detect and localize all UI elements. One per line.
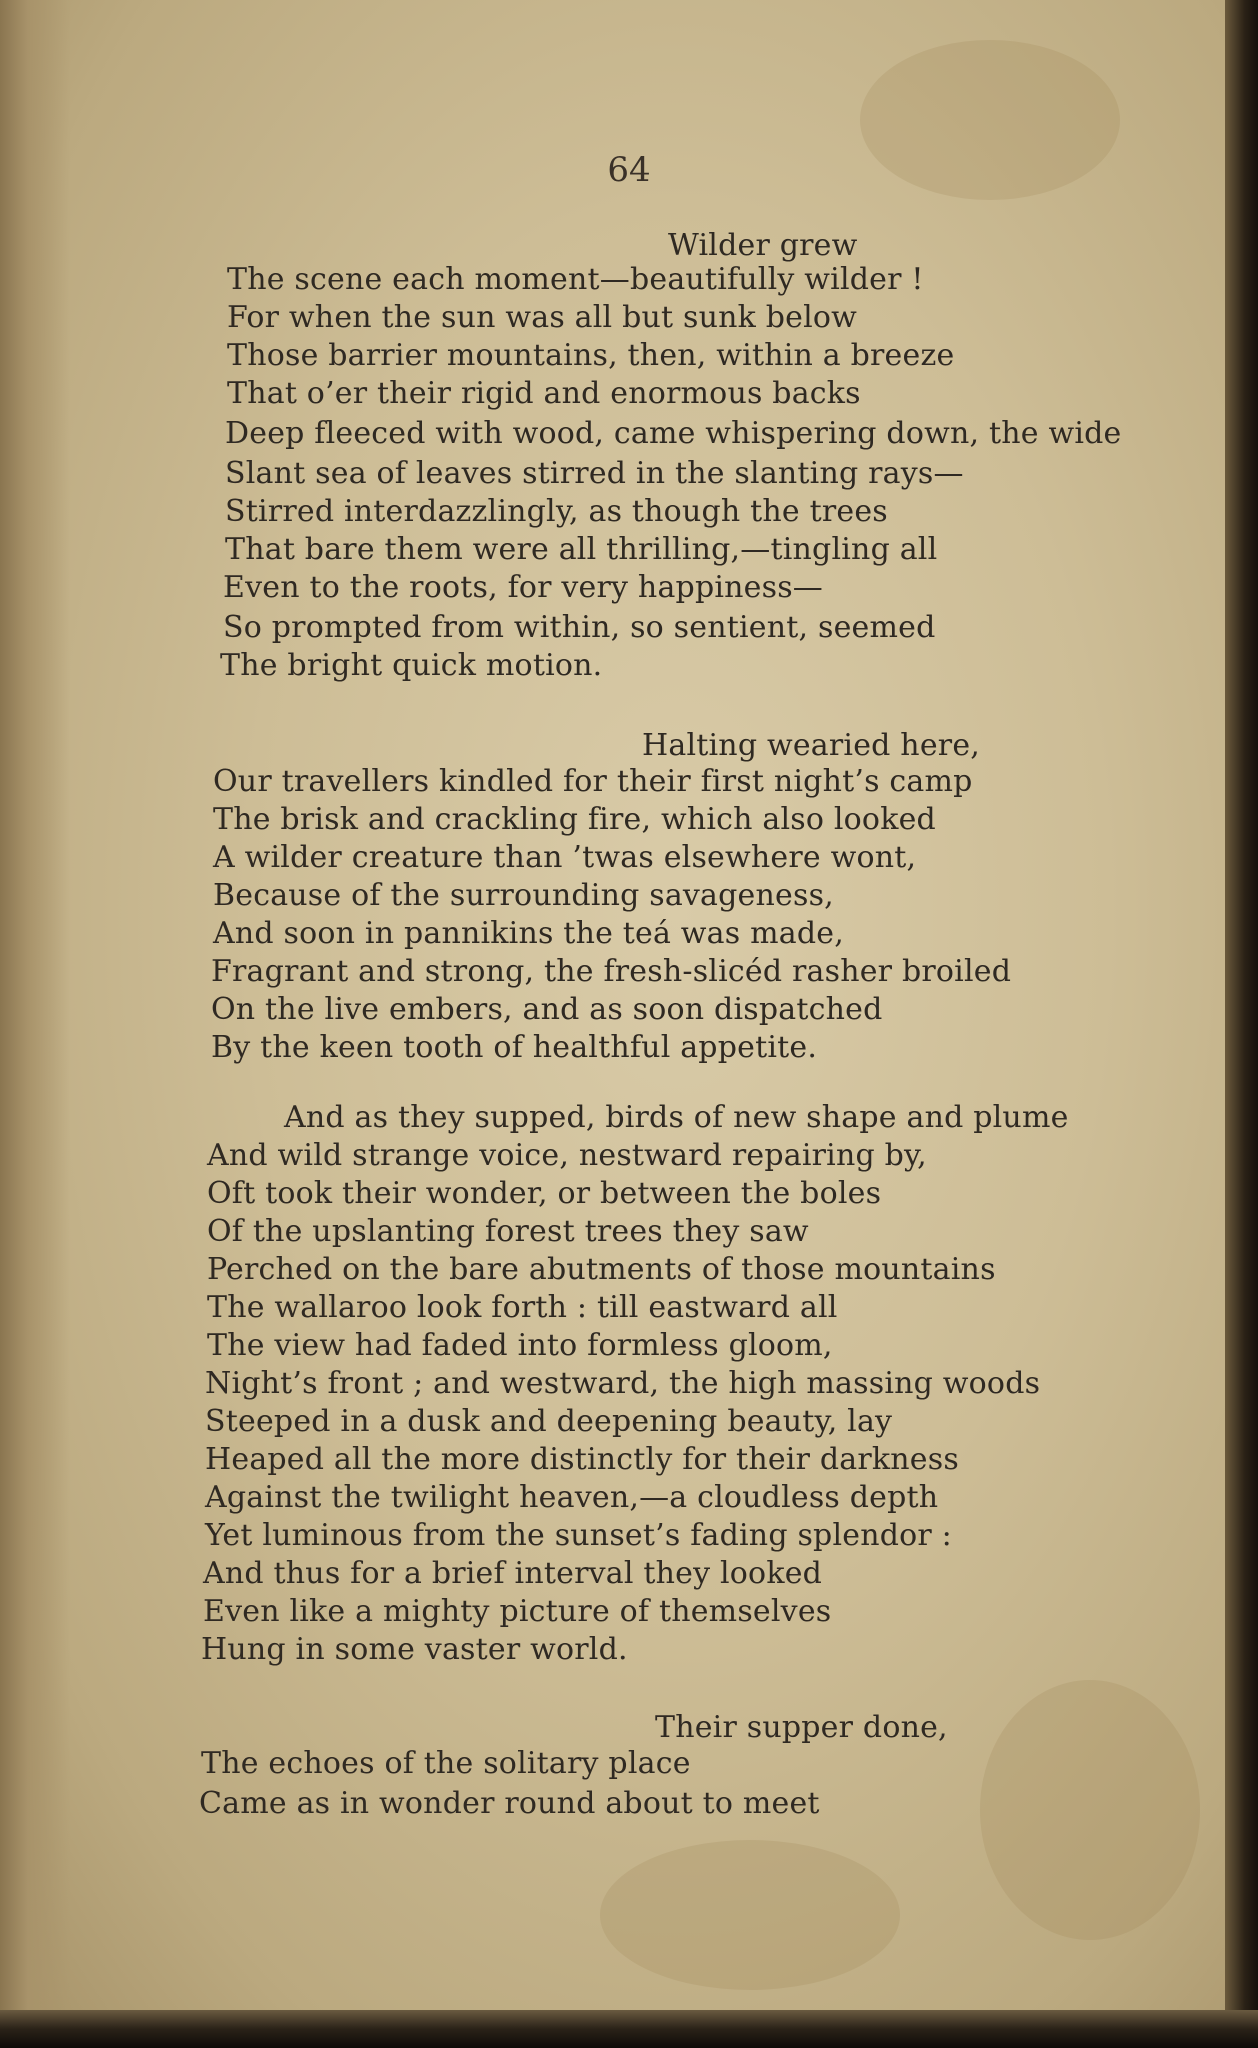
poem-line: Hung in some vaster world. — [201, 1632, 628, 1667]
poem-line: Of the upslanting forest trees they saw — [207, 1214, 809, 1249]
poem-line: So prompted from within, so sentient, seemed — [223, 610, 936, 645]
poem-line: Our travellers kindled for their first night’s camp — [213, 764, 973, 799]
poem-line: Yet luminous from the sunset’s fading splendor : — [205, 1518, 952, 1553]
poem-line: Even like a mighty picture of themselves — [203, 1594, 832, 1629]
poem-line: The bright quick motion. — [220, 648, 603, 683]
poem-line: Those barrier mountains, then, within a breeze — [227, 338, 955, 373]
poem-line: And as they supped, birds of new shape and plume — [284, 1100, 1069, 1135]
poem-line: And thus for a brief interval they looked — [203, 1556, 823, 1591]
poem-line: A wilder creature than ’twas elsewhere wont, — [213, 840, 917, 875]
poem-line: The echoes of the solitary place — [201, 1746, 691, 1781]
poem-line: That bare them were all thrilling,—tingling all — [225, 532, 938, 567]
poem-line: Perched on the bare abutments of those mountains — [207, 1252, 996, 1287]
poem-line: Came as in wonder round about to meet — [199, 1786, 820, 1821]
poem-line: The wallaroo look forth : till eastward all — [207, 1290, 838, 1325]
poem-line: Against the twilight heaven,—a cloudless depth — [205, 1480, 939, 1515]
poem-line: And soon in pannikins the teá was made, — [213, 916, 844, 951]
poem-line: By the keen tooth of healthful appetite. — [211, 1030, 818, 1065]
poem-line: Halting wearied here, — [642, 728, 981, 763]
poem-line: Stirred interdazzlingly, as though the trees — [225, 494, 888, 529]
poem-line: On the live embers, and as soon dispatched — [211, 992, 883, 1027]
poem-line: Night’s front ; and westward, the high massing woods — [205, 1366, 1041, 1401]
poem-line: Steeped in a dusk and deepening beauty, lay — [205, 1404, 893, 1439]
poem-line: The brisk and crackling fire, which also looked — [213, 802, 936, 837]
poem-line: Even to the roots, for very happiness— — [223, 570, 824, 605]
poem-line: For when the sun was all but sunk below — [227, 300, 858, 335]
poem-line: Because of the surrounding savageness, — [213, 878, 834, 913]
poem-line: The view had faded into formless gloom, — [207, 1328, 833, 1363]
poem-line: Oft took their wonder, or between the boles — [207, 1176, 882, 1211]
poem-line: Fragrant and strong, the fresh-slicéd rasher broiled — [211, 954, 1012, 989]
poem-line: Deep fleeced with wood, came whispering down, the wide — [225, 416, 1122, 451]
poem-line: And wild strange voice, nestward repairing by, — [207, 1138, 927, 1173]
poem-line: The scene each moment—beautifully wilder ! — [227, 262, 924, 297]
page-number: 64 — [607, 150, 651, 190]
poem-line: Their supper done, — [655, 1710, 948, 1745]
poem-line: Slant sea of leaves stirred in the slanting rays— — [225, 456, 964, 491]
poem-line: That o’er their rigid and enormous backs — [227, 376, 861, 411]
poem-line: Heaped all the more distinctly for their darkness — [205, 1442, 959, 1477]
poem-line: Wilder grew — [668, 228, 858, 263]
